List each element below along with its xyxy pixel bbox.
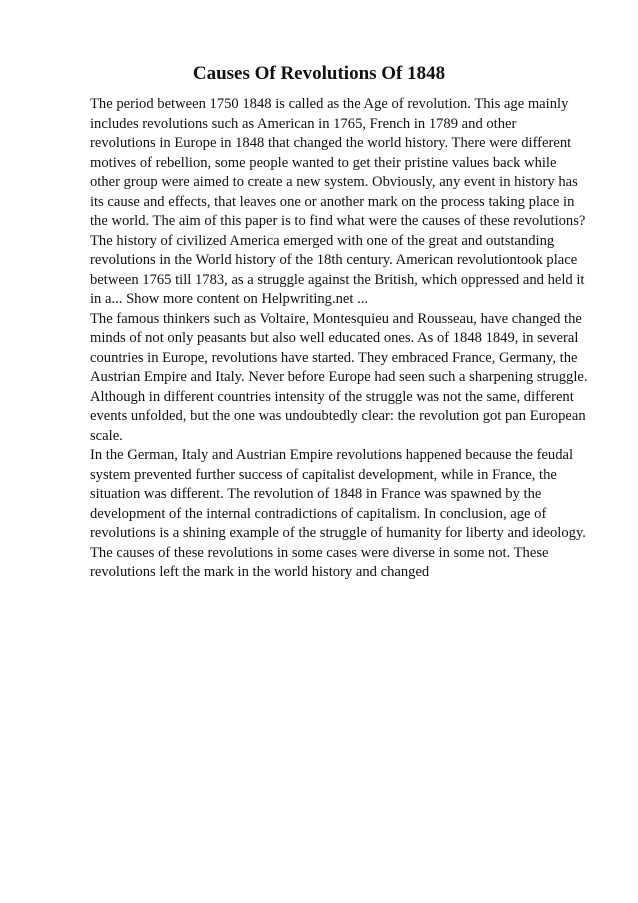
body-line: revolutions in Europe in 1848 that changed the world history. There were different [90, 135, 572, 151]
body-line: development of the internal contradictions of capitalism. In conclusion, age of [90, 505, 547, 522]
document-title: Causes Of Revolutions Of 1848 [192, 63, 446, 84]
body-line: Austrian Empire and Italy. Never before Europe had seen such a sharpening struggle. [90, 369, 588, 385]
body-line: The causes of these revolutions in some cases were diverse in some not. These [90, 544, 549, 561]
body-line: situation was different. The revolution of 1848 in France was spawned by the [90, 486, 542, 502]
body-line: events unfolded, but the one was undoubtedly clear: the revolution got pan European [90, 408, 586, 424]
body-line: The history of civilized America emerged with one of the great and outstanding [90, 232, 555, 249]
body-line: The period between 1750 1848 is called as the Age of revolution. This age mainly [90, 96, 569, 112]
body-line: the world. The aim of this paper is to find what were the causes of these revolutions? [90, 213, 586, 229]
body-line: countries in Europe, revolutions have started. They embraced France, Germany, the [90, 349, 578, 366]
body-line: revolutions in the World history of the 18th century. American revolutiontook place [90, 252, 578, 268]
document-body [90, 95, 590, 583]
body-line: revolutions is a shining example of the struggle of humanity for liberty and ideology. [90, 525, 586, 541]
body-line: scale. [90, 427, 123, 444]
body-line: in a... Show more content on Helpwriting.net ... [90, 291, 369, 307]
body-line: other group were aimed to create a new system. Obviously, any event in history has [90, 174, 578, 190]
body-line: minds of not only peasants but also well educated ones. As of 1848 1849, in several [90, 330, 579, 346]
body-line: motives of rebellion, some people wanted to get their pristine values back while [90, 154, 557, 171]
body-line: Although in different countries intensity of the struggle was not the same, different [90, 388, 574, 405]
body-line: system prevented further success of capitalist development, while in France, the [90, 466, 557, 483]
body-line: includes revolutions such as American in 1765, French in 1789 and other [90, 115, 517, 132]
body-line: its cause and effects, that leaves one or another mark on the process taking place in [90, 193, 575, 210]
body-line: revolutions left the mark in the world history and changed [90, 564, 430, 580]
body-line: The famous thinkers such as Voltaire, Montesquieu and Rousseau, have changed the [90, 310, 582, 327]
body-line: In the German, Italy and Austrian Empire revolutions happened because the feudal [90, 447, 574, 463]
body-line: between 1765 till 1783, as a struggle against the British, which oppressed and held it [90, 271, 585, 288]
